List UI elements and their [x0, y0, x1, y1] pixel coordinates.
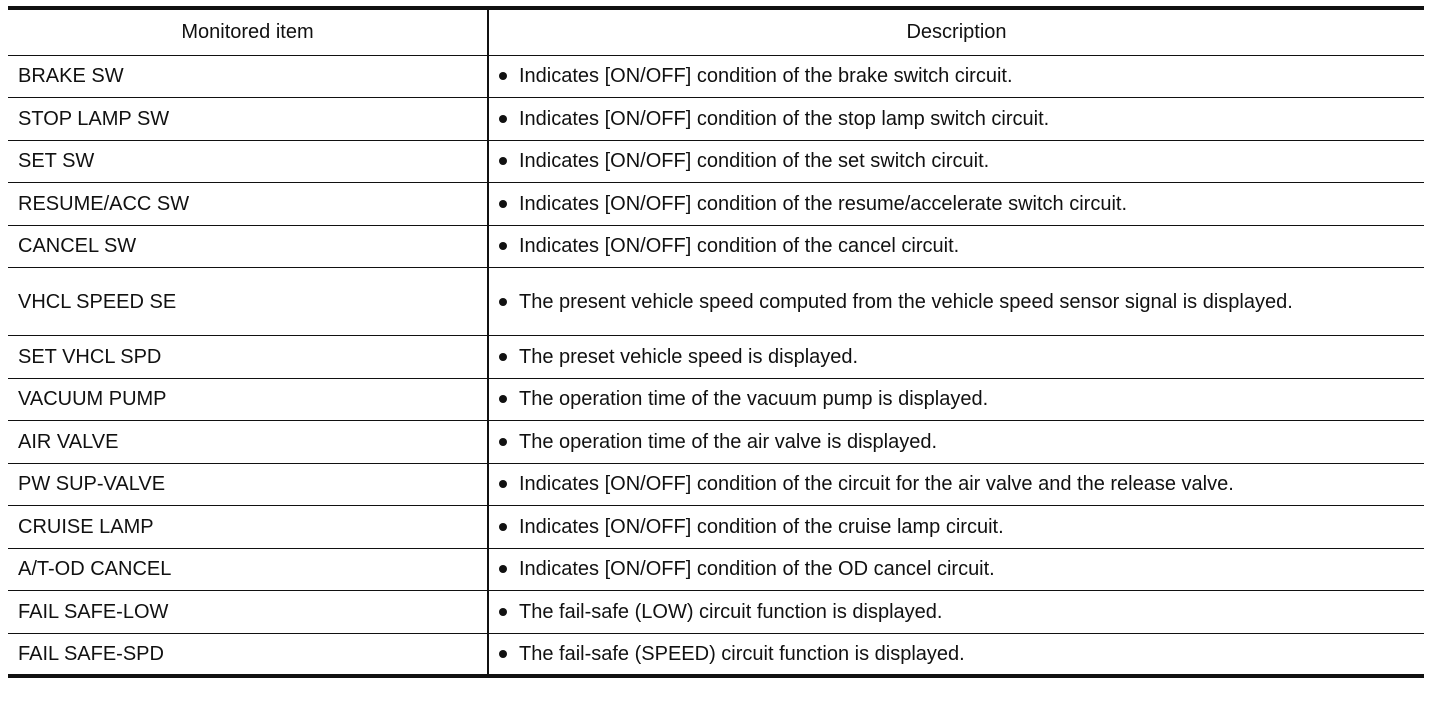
monitored-item-cell: VHCL SPEED SE: [8, 268, 488, 336]
description-text: The operation time of the air valve is displayed.: [519, 430, 937, 453]
table-row: [8, 268, 1424, 336]
bullet-icon: [499, 157, 507, 165]
table-row: [8, 633, 1424, 676]
table-row: [8, 378, 1424, 421]
description-text: Indicates [ON/OFF] condition of the circuit for the air valve and the release valve.: [519, 473, 1234, 496]
monitored-item-cell: AIR VALVE: [8, 421, 488, 464]
bullet-icon: [499, 438, 507, 446]
monitored-item-cell: CRUISE LAMP: [8, 506, 488, 549]
description-cell: [488, 463, 1424, 506]
bullet-icon: [499, 650, 507, 658]
description-cell: [488, 268, 1424, 336]
description-cell: [488, 506, 1424, 549]
description-text: Indicates [ON/OFF] condition of the cancel circuit.: [519, 235, 960, 258]
monitored-item-cell: RESUME/ACC SW: [8, 183, 488, 226]
description-cell: [488, 336, 1424, 379]
description-cell: [488, 183, 1424, 226]
description-cell: [488, 378, 1424, 421]
table-row: [8, 183, 1424, 226]
table-row: [8, 421, 1424, 464]
bullet-icon: [499, 353, 507, 361]
description-cell: [488, 421, 1424, 464]
monitor-table: [8, 6, 1424, 678]
table-header: [8, 8, 1424, 55]
monitored-item-cell: SET SW: [8, 140, 488, 183]
header-description: Description: [488, 8, 1424, 55]
description-text: Indicates [ON/OFF] condition of the cruise lamp circuit.: [519, 515, 1004, 538]
bullet-icon: [499, 395, 507, 403]
table-row: [8, 140, 1424, 183]
description-text: Indicates [ON/OFF] condition of the brake switch circuit.: [519, 65, 1013, 88]
table-row: [8, 336, 1424, 379]
table-body: [8, 55, 1424, 676]
monitored-item-cell: CANCEL SW: [8, 225, 488, 268]
monitored-item-cell: PW SUP-VALVE: [8, 463, 488, 506]
bullet-icon: [499, 608, 507, 616]
bullet-icon: [499, 242, 507, 250]
bullet-icon: [499, 565, 507, 573]
table-row: [8, 225, 1424, 268]
monitored-item-cell: FAIL SAFE-LOW: [8, 591, 488, 634]
bullet-icon: [499, 115, 507, 123]
header-monitored-item: Monitored item: [8, 8, 488, 55]
description-text: The fail-safe (SPEED) circuit function is displayed.: [519, 642, 965, 665]
bullet-icon: [499, 298, 507, 306]
bullet-icon: [499, 72, 507, 80]
bullet-icon: [499, 200, 507, 208]
description-text: Indicates [ON/OFF] condition of the stop lamp switch circuit.: [519, 107, 1050, 130]
description-text: The fail-safe (LOW) circuit function is displayed.: [519, 600, 943, 623]
description-cell: [488, 633, 1424, 676]
description-text: The operation time of the vacuum pump is displayed.: [519, 388, 989, 411]
monitored-item-cell: VACUUM PUMP: [8, 378, 488, 421]
monitor-table-container: [8, 6, 1424, 678]
description-text: The present vehicle speed computed from the vehicle speed sensor signal is displayed.: [519, 290, 1293, 313]
monitored-item-cell: BRAKE SW: [8, 55, 488, 98]
table-row: [8, 463, 1424, 506]
monitored-item-cell: A/T-OD CANCEL: [8, 548, 488, 591]
monitored-item-cell: SET VHCL SPD: [8, 336, 488, 379]
table-row: [8, 98, 1424, 141]
description-cell: [488, 140, 1424, 183]
description-cell: [488, 548, 1424, 591]
table-row: [8, 506, 1424, 549]
bullet-icon: [499, 523, 507, 531]
description-cell: [488, 225, 1424, 268]
description-cell: [488, 55, 1424, 98]
table-row: [8, 591, 1424, 634]
description-cell: [488, 98, 1424, 141]
table-row: [8, 55, 1424, 98]
monitored-item-cell: STOP LAMP SW: [8, 98, 488, 141]
table-row: [8, 548, 1424, 591]
description-text: Indicates [ON/OFF] condition of the resume/accelerate switch circuit.: [519, 192, 1128, 215]
description-text: Indicates [ON/OFF] condition of the set switch circuit.: [519, 150, 990, 173]
description-text: The preset vehicle speed is displayed.: [519, 345, 859, 368]
header-row: [8, 8, 1424, 55]
description-cell: [488, 591, 1424, 634]
description-text: Indicates [ON/OFF] condition of the OD cancel circuit.: [519, 558, 995, 581]
bullet-icon: [499, 480, 507, 488]
monitored-item-cell: FAIL SAFE-SPD: [8, 633, 488, 676]
